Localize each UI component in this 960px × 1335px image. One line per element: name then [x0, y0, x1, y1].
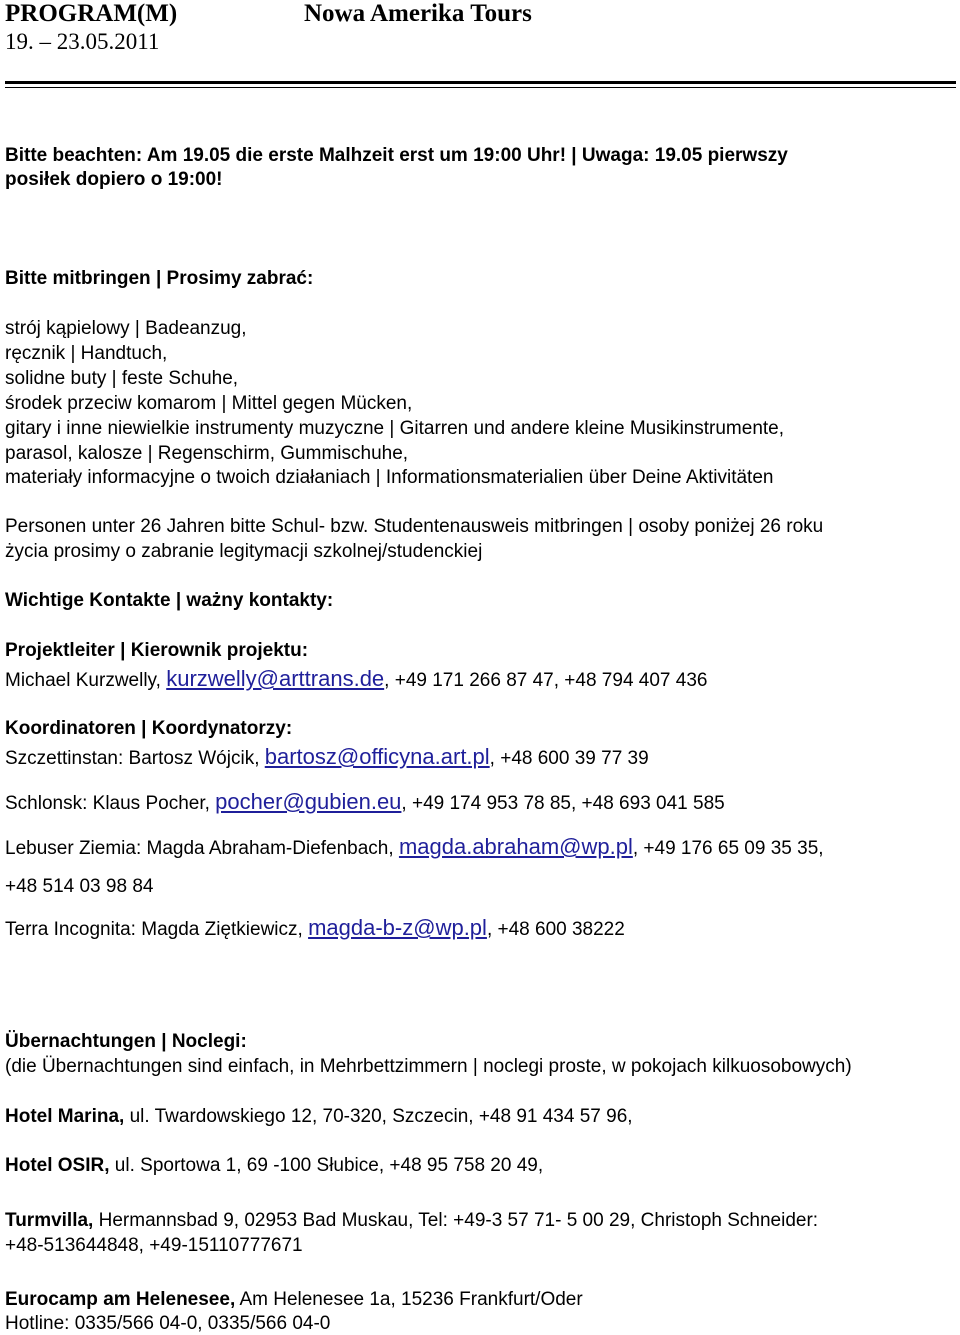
coord-contact — [5, 834, 824, 860]
leader-heading: Projektleiter | Kierownik projektu: — [5, 640, 309, 661]
bring-item: środek przeciw komarom | Mittel gegen Mücken, — [5, 393, 413, 414]
date-range: 19. – 23.05.2011 — [5, 29, 160, 54]
contact-phones: , +48 600 39 77 39 — [489, 748, 649, 769]
email-link[interactable]: bartosz@officyna.art.pl — [264, 744, 490, 769]
contact-name: Szczettinstan: Bartosz Wójcik, — [5, 748, 265, 769]
email-link[interactable]: kurzwelly@arttrans.de — [166, 666, 385, 691]
bring-heading: Bitte mitbringen | Prosimy zabrać: — [5, 268, 314, 289]
coord-contact — [5, 915, 625, 941]
hotel-entry — [5, 1106, 633, 1128]
coord-contact — [5, 744, 649, 770]
hotel-name: Hotel OSIR, — [5, 1155, 110, 1176]
contact-phones: , +49 176 65 09 35 35, — [632, 838, 824, 859]
contact-name: Michael Kurzwelly, — [5, 670, 167, 691]
contacts-heading: Wichtige Kontakte | ważny kontakty: — [5, 590, 334, 611]
lodging-heading: Übernachtungen | Noclegi: — [5, 1031, 247, 1052]
bring-item: materiały informacyjne o twoich działaniach | Informationsmaterialien über Deine Aktivitäten — [5, 467, 774, 488]
hotel-entry — [5, 1155, 543, 1177]
notice-line-1: Bitte beachten: Am 19.05 die erste Malhzeit erst um 19:00 Uhr! | Uwaga: 19.05 pierwszy — [5, 145, 788, 166]
email-link[interactable]: pocher@gubien.eu — [215, 789, 402, 814]
company-name: Nowa Amerika Tours — [304, 0, 532, 27]
hotel-name: Turmvilla, — [5, 1210, 94, 1231]
hotel-entry — [5, 1289, 583, 1311]
hotel-details-line2: +48-513644848, +49-15110777671 — [5, 1235, 303, 1256]
bring-item: solidne buty | feste Schuhe, — [5, 368, 239, 389]
header-rule — [5, 81, 956, 84]
contact-name: Terra Incognita: Magda Ziętkiewicz, — [5, 919, 309, 940]
contact-name: Schlonsk: Klaus Pocher, — [5, 793, 216, 814]
lodging-note: (die Übernachtungen sind einfach, in Mehrbettzimmern | noclegi proste, w pokojach kilkuosobowych) — [5, 1056, 852, 1077]
hotel-details: Hermannsbad 9, 02953 Bad Muskau, Tel: +49-3 57 71- 5 00 29, Christoph Schneider: — [93, 1210, 819, 1231]
leader-contact — [5, 666, 707, 692]
contact-phones: , +49 174 953 78 85, +48 693 041 585 — [401, 793, 725, 814]
hotel-details-line2: Hotline: 0335/566 04-0, 0335/566 04-0 — [5, 1313, 331, 1334]
bring-item: gitary i inne niewielkie instrumenty muzyczne | Gitarren und andere kleine Musikinstrumente, — [5, 418, 785, 439]
notice-line-2: posiłek dopiero o 19:00! — [5, 169, 223, 190]
coord-heading: Koordinatoren | Koordynatorzy: — [5, 718, 293, 739]
header-rule-thin — [5, 87, 956, 88]
coord-extra-phone: +48 514 03 98 84 — [5, 876, 154, 897]
hotel-details: ul. Twardowskiego 12, 70-320, Szczecin, +48 91 434 57 96, — [124, 1106, 633, 1127]
hotel-details: ul. Sportowa 1, 69 -100 Słubice, +48 95 758 20 49, — [109, 1155, 544, 1176]
contact-phones: , +48 600 38222 — [486, 919, 625, 940]
hotel-entry — [5, 1210, 818, 1232]
program-title: PROGRAM(M) — [5, 0, 178, 27]
coord-contact — [5, 789, 725, 815]
email-link[interactable]: magda-b-z@wp.pl — [308, 915, 487, 940]
students-line-1: Personen unter 26 Jahren bitte Schul- bzw. Studentenausweis mitbringen | osoby poniżej 26 roku — [5, 516, 824, 537]
contact-name: Lebuser Ziemia: Magda Abraham-Diefenbach, — [5, 838, 399, 859]
email-link[interactable]: magda.abraham@wp.pl — [398, 834, 633, 859]
hotel-name: Hotel Marina, — [5, 1106, 125, 1127]
bring-item: parasol, kalosze | Regenschirm, Gummischuhe, — [5, 443, 409, 464]
bring-item: ręcznik | Handtuch, — [5, 343, 168, 364]
students-line-2: życia prosimy o zabranie legitymacji szkolnej/studenckiej — [5, 541, 483, 562]
contact-phones: , +49 171 266 87 47, +48 794 407 436 — [384, 670, 708, 691]
hotel-details: Am Helenesee 1a, 15236 Frankfurt/Oder — [235, 1289, 583, 1310]
hotel-name: Eurocamp am Helenesee, — [5, 1289, 236, 1310]
bring-item: strój kąpielowy | Badeanzug, — [5, 318, 247, 339]
